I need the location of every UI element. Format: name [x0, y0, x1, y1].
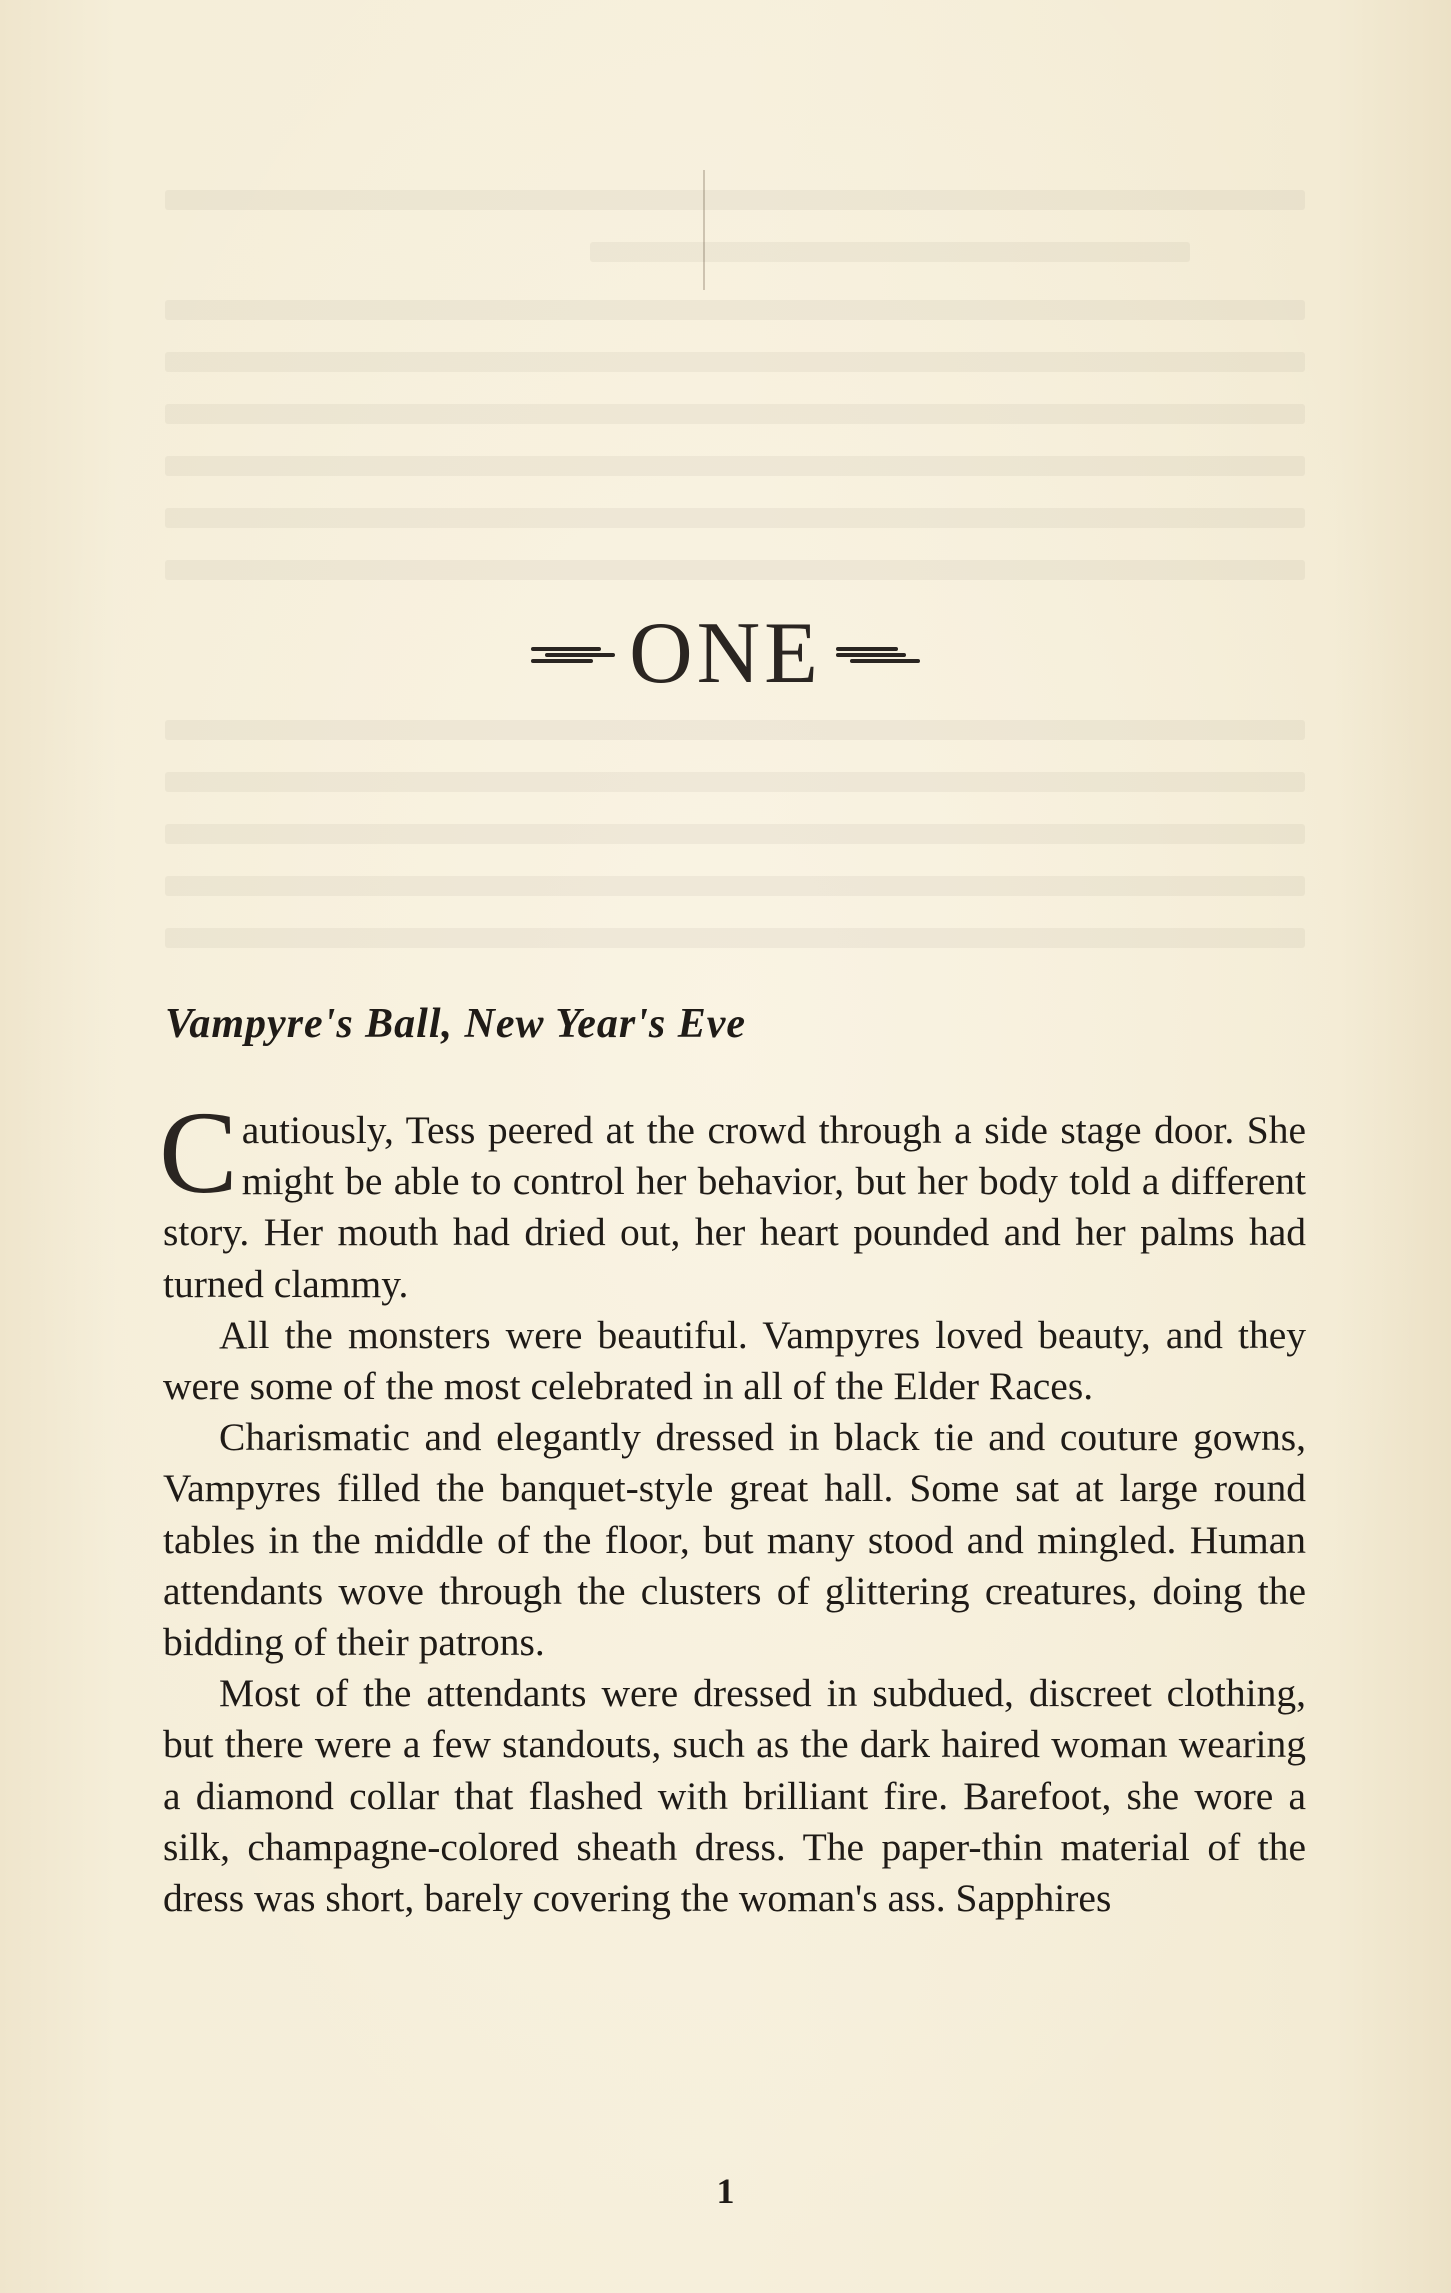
paragraph: Charismatic and elegantly dressed in black tie and couture gowns, Vampyres filled the banquet-style great hall. Some sat at large round tables in the middle of the floor, but many stood and mingled. Human attendants wove through the clusters of glittering creatures, doing the bidding of their patrons. [163, 1415, 1306, 1665]
section-subtitle: Vampyre's Ball, New Year's Eve [165, 1001, 747, 1047]
bleed-through-line [165, 190, 1305, 210]
ornament-right-icon [836, 641, 920, 667]
paragraph: Most of the attendants were dressed in subdued, discreet clothing, but there were a few standouts, such as the dark haired woman wearing a diamond collar that flashed with brilliant fire. Barefoot, she wore a silk, champagne-colored sheath dress. The paper-thin material of the dress was short, barely covering the woman's ass. Sapphires [163, 1671, 1306, 1921]
bleed-through-line [165, 772, 1305, 792]
chapter-heading [0, 605, 1451, 702]
paragraph: All the monsters were beautiful. Vampyres loved beauty, and they were some of the most celebrated in all of the Elder Races. [163, 1312, 1306, 1409]
drop-cap: C [159, 1087, 238, 1218]
bleed-through-line [165, 876, 1305, 896]
bleed-through-line [165, 352, 1305, 372]
bleed-through-line [165, 508, 1305, 528]
paragraph [159, 1087, 1306, 1310]
chapter-body [159, 1087, 1306, 1924]
bleed-through-line [165, 560, 1305, 580]
ornament-left-icon [531, 641, 615, 667]
page-crease [703, 170, 705, 290]
bleed-through-line [165, 928, 1305, 948]
chapter-title: ONE [629, 605, 822, 702]
bleed-through-line [590, 242, 1190, 262]
page-number: 1 [716, 2171, 735, 2211]
paragraph-text: autiously, Tess peered at the crowd through a side stage door. She might be able to control her behavior, but her body told a different story. Her mouth had dried out, her heart pounded and her palms had turned clammy. [163, 1108, 1306, 1306]
bleed-through-line [165, 404, 1305, 424]
bleed-through-line [165, 824, 1305, 844]
bleed-through-line [165, 720, 1305, 740]
bleed-through-line [165, 300, 1305, 320]
bleed-through-line [165, 456, 1305, 476]
